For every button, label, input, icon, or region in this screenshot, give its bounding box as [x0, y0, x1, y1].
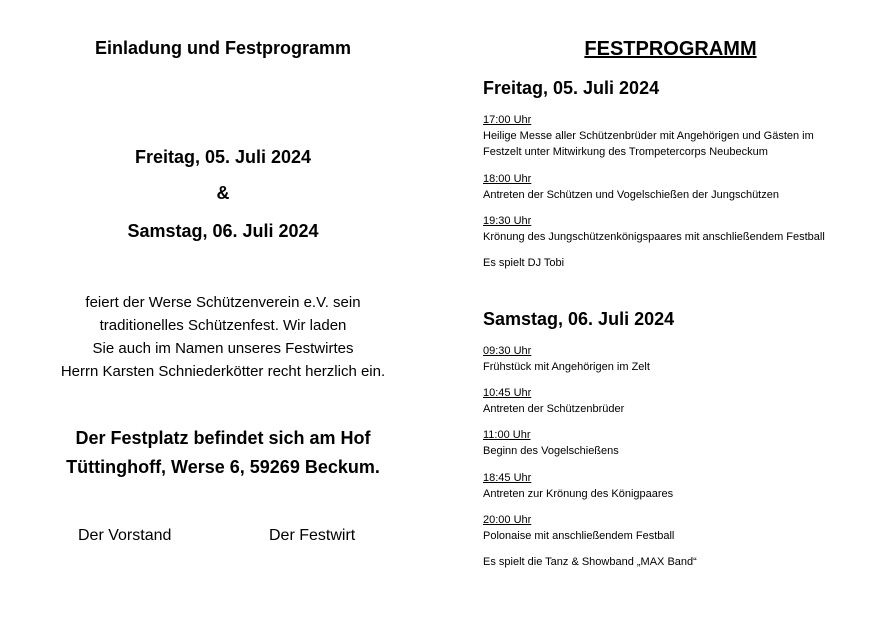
event-time: 09:30 Uhr: [483, 345, 532, 357]
signature-board: Der Vorstand: [78, 527, 172, 544]
program-day-friday-title: Freitag, 05. Juli 2024: [483, 78, 660, 98]
program-event: [483, 385, 868, 417]
program-event: [483, 171, 868, 203]
invitation-text-line: Herrn Karsten Schniederkötter recht herzlich ein.: [60, 363, 386, 380]
date-saturday: Samstag, 06. Juli 2024: [127, 221, 319, 241]
program-day-saturday-title: Samstag, 06. Juli 2024: [483, 309, 675, 329]
event-description: Frühstück mit Angehörigen im Zelt: [483, 361, 650, 373]
invitation-text-line: feiert der Werse Schützenverein e.V. sein: [85, 294, 361, 311]
event-time: 10:45 Uhr: [483, 387, 532, 399]
invitation-text-line: Sie auch im Namen unseres Festwirtes: [92, 340, 354, 357]
festival-location: [20, 424, 426, 482]
program-event: [483, 512, 868, 544]
invitation-text-line: traditionelles Schützenfest. Wir laden: [99, 317, 347, 334]
event-description: Festzelt unter Mitwirkung des Trompetercorps Neubeckum: [483, 146, 768, 158]
program-event: [483, 427, 868, 459]
program-event: [483, 112, 868, 160]
event-description: Beginn des Vogelschießens: [483, 445, 619, 457]
invitation-column: [20, 0, 426, 630]
date-friday: Freitag, 05. Juli 2024: [134, 147, 312, 167]
event-description: Antreten der Schützen und Vogelschießen der Jungschützen: [483, 189, 779, 201]
date-ampersand: &: [216, 183, 230, 203]
event-description: Heilige Messe aller Schützenbrüder mit Angehörigen und Gästen im: [483, 130, 814, 142]
program-event: [483, 343, 868, 375]
program-column: [483, 0, 873, 630]
event-time: 17:00 Uhr: [483, 114, 532, 126]
program-note-friday: Es spielt DJ Tobi: [483, 257, 565, 269]
program-note-saturday: Es spielt die Tanz & Showband „MAX Band“: [483, 556, 697, 568]
event-description: Polonaise mit anschließendem Festball: [483, 530, 675, 542]
signature-host: Der Festwirt: [269, 527, 356, 544]
program-event: [483, 470, 868, 502]
festival-location-line: Der Festplatz befindet sich am Hof: [75, 428, 371, 448]
event-time: 20:00 Uhr: [483, 514, 532, 526]
event-description: Antreten zur Krönung des Königpaares: [483, 488, 674, 500]
program-event: [483, 213, 868, 245]
event-time: 18:00 Uhr: [483, 173, 532, 185]
event-description: Krönung des Jungschützenkönigspaares mit anschließendem Festball: [483, 231, 825, 243]
festival-location-line: Tüttinghoff, Werse 6, 59269 Beckum.: [66, 457, 380, 477]
program-heading: FESTPROGRAMM: [584, 38, 757, 60]
event-description: Antreten der Schützenbrüder: [483, 403, 625, 415]
event-time: 18:45 Uhr: [483, 472, 532, 484]
event-time: 19:30 Uhr: [483, 215, 532, 227]
invitation-title: Einladung und Festprogramm: [94, 38, 351, 58]
event-time: 11:00 Uhr: [483, 429, 531, 441]
invitation-text: [20, 291, 426, 383]
